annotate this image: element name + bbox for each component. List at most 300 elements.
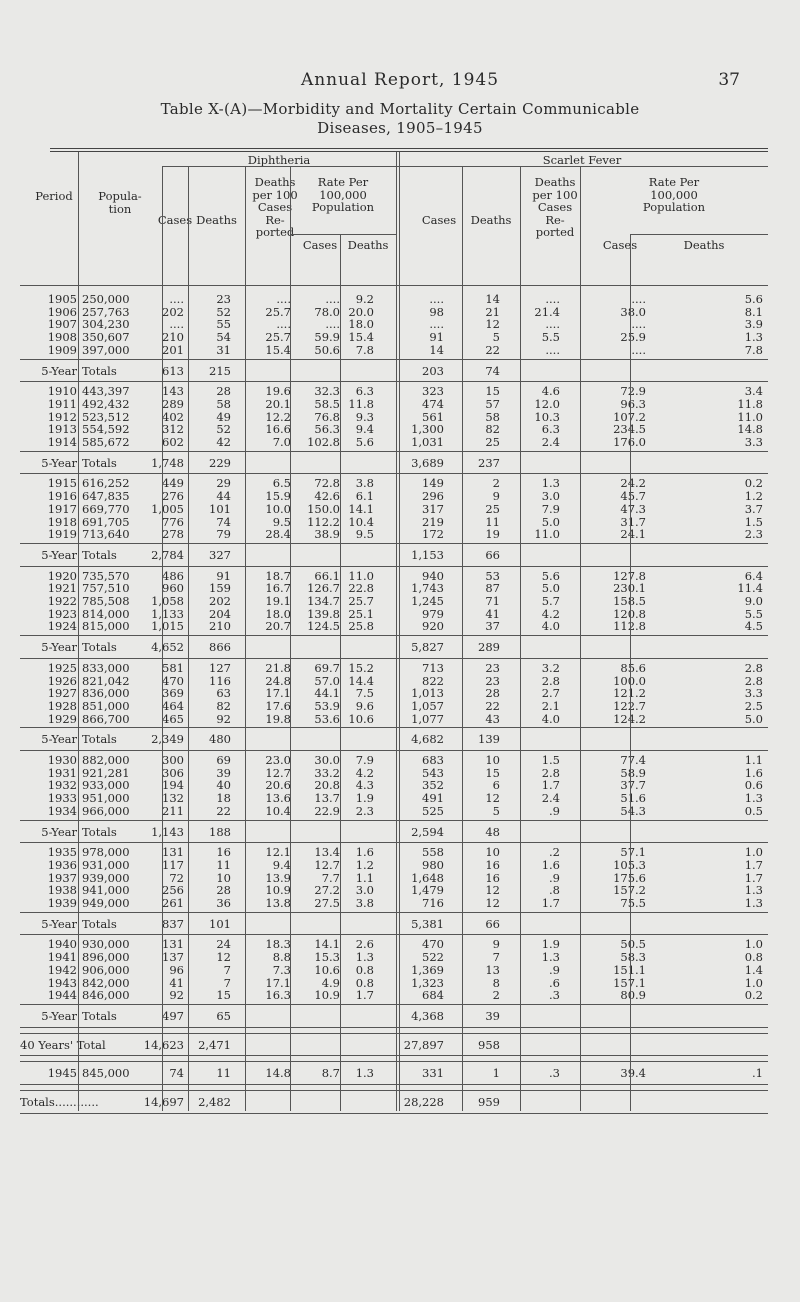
diph-deaths-per-100-cell: 12.2 bbox=[265, 409, 291, 424]
diph-rate-deaths-cell: 20.0 bbox=[348, 304, 374, 319]
diph-cases-cell: 194 bbox=[162, 778, 184, 793]
diph-cases-cell: 201 bbox=[162, 342, 184, 357]
diph-deaths-per-100-cell: 19.6 bbox=[265, 384, 291, 399]
scar-rate-deaths-cell: 1.3 bbox=[744, 883, 763, 898]
scar-rate-deaths-cell: 1.0 bbox=[744, 975, 763, 990]
header-scar-deaths-per-100: Deaths per 100 Cases Re- ported bbox=[532, 175, 578, 239]
diph-cases-cell: 137 bbox=[162, 950, 184, 965]
diph-deaths-cell: 12 bbox=[216, 950, 231, 965]
diph-cases-cell: 776 bbox=[162, 514, 184, 529]
diph-deaths-cell: 327 bbox=[209, 547, 231, 562]
scar-rate-cases-cell: 158.5 bbox=[613, 594, 646, 608]
scar-deaths-cell: 48 bbox=[485, 824, 500, 839]
period-cell: 5-Year bbox=[41, 363, 77, 378]
diph-cases-cell: 449 bbox=[162, 476, 184, 491]
population-cell: 906,000 bbox=[82, 962, 130, 977]
scar-rate-cases-cell: 50.5 bbox=[620, 937, 646, 952]
scar-rate-deaths-cell: 0.5 bbox=[744, 803, 763, 818]
diph-deaths-cell: 52 bbox=[216, 304, 231, 319]
header-scarlet-fever: Scarlet Fever bbox=[542, 153, 622, 167]
diph-deaths-cell: 7 bbox=[223, 962, 231, 977]
scar-cases-cell: 980 bbox=[422, 857, 444, 872]
period-cell: 5-Year bbox=[41, 824, 77, 839]
period-cell: 5-Year bbox=[41, 455, 77, 470]
diph-deaths-per-100-cell: 6.5 bbox=[272, 476, 291, 491]
diph-rate-deaths-cell: 25.8 bbox=[348, 619, 374, 634]
scar-deaths-cell: 2 bbox=[492, 988, 500, 1003]
diph-deaths-per-100-cell: 9.5 bbox=[272, 514, 291, 529]
diph-deaths-per-100-cell: 23.0 bbox=[265, 753, 291, 767]
diph-deaths-per-100-cell: 13.9 bbox=[265, 870, 291, 885]
scar-rate-cases-cell: 105.3 bbox=[613, 857, 646, 872]
scar-rate-cases-cell: 80.9 bbox=[620, 988, 646, 1003]
period-cell: 1945 bbox=[47, 1066, 77, 1081]
section-rule bbox=[20, 1061, 768, 1062]
diph-deaths-per-100-cell: 20.6 bbox=[265, 778, 291, 793]
diph-rate-deaths-cell: 1.9 bbox=[355, 791, 374, 806]
population-cell: 851,000 bbox=[82, 698, 130, 713]
diph-rate-deaths-cell: 18.0 bbox=[348, 317, 374, 332]
diph-deaths-cell: 18 bbox=[216, 791, 231, 806]
diph-deaths-per-100-cell: .... bbox=[276, 292, 291, 306]
diph-deaths-cell: 101 bbox=[209, 916, 231, 931]
section-rule bbox=[20, 1004, 768, 1005]
scar-rate-cases-cell: 234.5 bbox=[613, 422, 646, 437]
diph-rate-deaths-cell: 25.7 bbox=[348, 594, 374, 608]
diph-deaths-per-100-cell: 28.4 bbox=[265, 527, 291, 542]
scar-cases-cell: 5,381 bbox=[411, 916, 444, 931]
scar-cases-cell: 1,077 bbox=[411, 711, 444, 726]
population-cell: 350,607 bbox=[82, 330, 130, 345]
period-cell: 1934 bbox=[47, 803, 77, 818]
scar-rate-deaths-cell: 1.1 bbox=[744, 753, 763, 767]
diph-cases-cell: 2,349 bbox=[151, 732, 184, 747]
period-cell: 1922 bbox=[47, 594, 77, 608]
diph-rate-cases-cell: 10.9 bbox=[314, 988, 340, 1003]
diph-rate-cases-cell: 112.2 bbox=[307, 514, 340, 529]
diph-cases-cell: 300 bbox=[162, 753, 184, 767]
scar-deaths-per-100-cell: 4.0 bbox=[541, 619, 560, 634]
period-cell: 1928 bbox=[47, 698, 77, 713]
diph-rate-deaths-cell: 25.1 bbox=[348, 606, 374, 621]
diph-deaths-cell: 65 bbox=[216, 1008, 231, 1023]
diph-rate-cases-cell: 4.9 bbox=[321, 975, 340, 990]
column-rule bbox=[396, 152, 397, 1111]
diph-cases-cell: 306 bbox=[162, 765, 184, 780]
diph-cases-cell: 211 bbox=[162, 803, 184, 818]
diph-rate-deaths-cell: 9.5 bbox=[355, 527, 374, 542]
population-cell: 896,000 bbox=[82, 950, 130, 965]
diph-deaths-per-100-cell: 14.8 bbox=[265, 1066, 291, 1081]
population-cell: 492,432 bbox=[82, 396, 130, 411]
scar-deaths-per-100-cell: 2.8 bbox=[541, 673, 560, 688]
scar-deaths-cell: 28 bbox=[485, 686, 500, 701]
scar-rate-cases-cell: 37.7 bbox=[620, 778, 646, 793]
diph-deaths-per-100-cell: .... bbox=[276, 317, 291, 332]
scar-rate-deaths-cell: 5.0 bbox=[744, 711, 763, 726]
diph-deaths-cell: 49 bbox=[216, 409, 231, 424]
scar-cases-cell: 4,368 bbox=[411, 1008, 444, 1023]
scar-deaths-per-100-cell: 5.5 bbox=[541, 330, 560, 345]
scar-rate-cases-cell: 124.2 bbox=[613, 711, 646, 726]
total-row-label: Totals............ bbox=[20, 1095, 99, 1109]
diph-deaths-cell: 116 bbox=[209, 673, 231, 688]
scar-rate-cases-cell: 39.4 bbox=[620, 1066, 646, 1081]
section-rule bbox=[20, 1033, 768, 1034]
scar-deaths-cell: 39 bbox=[485, 1008, 500, 1023]
scar-rate-cases-cell: .... bbox=[631, 342, 646, 357]
period-cell: 1908 bbox=[47, 330, 77, 345]
scar-cases-cell: 14 bbox=[429, 342, 444, 357]
scar-deaths-per-100-cell: 3.0 bbox=[541, 489, 560, 504]
diph-rate-deaths-cell: 14.4 bbox=[348, 673, 374, 688]
scar-deaths-cell: 58 bbox=[485, 409, 500, 424]
period-cell: 1936 bbox=[47, 857, 77, 872]
diph-deaths-cell: 39 bbox=[216, 765, 231, 780]
diph-rate-deaths-cell: 2.3 bbox=[355, 803, 374, 818]
population-cell: 735,570 bbox=[82, 568, 130, 583]
scar-deaths-cell: 958 bbox=[478, 1037, 500, 1052]
header-scar-rate-deaths: Deaths bbox=[683, 238, 725, 252]
scar-cases-cell: 1,300 bbox=[411, 422, 444, 437]
scar-deaths-per-100-cell: 4.2 bbox=[541, 606, 560, 621]
scar-rate-deaths-cell: 0.2 bbox=[744, 476, 763, 491]
population-cell: 978,000 bbox=[82, 845, 130, 860]
scar-rate-deaths-cell: 7.8 bbox=[744, 342, 763, 357]
diph-deaths-per-100-cell: 15.9 bbox=[265, 489, 291, 504]
scar-rate-deaths-cell: 3.9 bbox=[744, 317, 763, 332]
diph-cases-cell: 261 bbox=[162, 896, 184, 910]
scar-cases-cell: 331 bbox=[422, 1066, 444, 1081]
diph-cases-cell: 312 bbox=[162, 422, 184, 437]
diph-cases-cell: 486 bbox=[162, 568, 184, 583]
scar-deaths-per-100-cell: 7.9 bbox=[541, 501, 560, 516]
diph-rate-cases-cell: 22.9 bbox=[314, 803, 340, 818]
diph-deaths-cell: 11 bbox=[216, 857, 231, 872]
section-rule bbox=[20, 566, 768, 567]
diph-cases-cell: 465 bbox=[162, 711, 184, 726]
header-diph-cases: Cases bbox=[157, 213, 193, 227]
scar-deaths-cell: 57 bbox=[485, 396, 500, 411]
diph-deaths-cell: 866 bbox=[209, 640, 231, 655]
scar-deaths-cell: 139 bbox=[478, 732, 500, 747]
diph-cases-cell: 289 bbox=[162, 396, 184, 411]
diph-rate-cases-cell: 33.2 bbox=[314, 765, 340, 780]
diph-cases-cell: 14,623 bbox=[143, 1037, 184, 1052]
scar-rate-deaths-cell: 1.6 bbox=[744, 765, 763, 780]
diph-deaths-cell: 31 bbox=[216, 342, 231, 357]
diph-cases-cell: 117 bbox=[162, 857, 184, 872]
scar-cases-cell: 352 bbox=[422, 778, 444, 793]
diph-deaths-cell: 28 bbox=[216, 883, 231, 898]
scar-deaths-cell: 23 bbox=[485, 660, 500, 675]
diph-deaths-cell: 28 bbox=[216, 384, 231, 399]
diph-deaths-per-100-cell: 13.6 bbox=[265, 791, 291, 806]
diph-deaths-cell: 24 bbox=[216, 937, 231, 952]
section-rule bbox=[20, 658, 768, 659]
diph-rate-cases-cell: 72.8 bbox=[314, 476, 340, 491]
diph-rate-cases-cell: 126.7 bbox=[307, 581, 340, 596]
diph-rate-cases-cell: 58.5 bbox=[314, 396, 340, 411]
scar-deaths-cell: 23 bbox=[485, 673, 500, 688]
period-cell: 5-Year bbox=[41, 1008, 77, 1023]
diph-rate-cases-cell: 76.8 bbox=[314, 409, 340, 424]
diph-deaths-per-100-cell: 19.8 bbox=[265, 711, 291, 726]
diph-deaths-per-100-cell: 16.6 bbox=[265, 422, 291, 437]
diph-rate-cases-cell: 38.9 bbox=[314, 527, 340, 542]
scar-deaths-per-100-cell: 11.0 bbox=[534, 527, 560, 542]
scar-rate-deaths-cell: .1 bbox=[752, 1066, 763, 1081]
period-cell: 1906 bbox=[47, 304, 77, 319]
diph-rate-deaths-cell: 1.3 bbox=[355, 950, 374, 965]
population-cell: 949,000 bbox=[82, 896, 130, 910]
section-rule bbox=[20, 727, 768, 728]
diph-deaths-per-100-cell: 12.1 bbox=[265, 845, 291, 860]
diph-deaths-cell: 10 bbox=[216, 870, 231, 885]
diph-cases-cell: 1,133 bbox=[151, 606, 184, 621]
scar-deaths-cell: 66 bbox=[485, 916, 500, 931]
section-rule bbox=[20, 381, 768, 382]
diph-rate-deaths-cell: 3.8 bbox=[355, 896, 374, 910]
scar-deaths-per-100-cell: .9 bbox=[549, 803, 560, 818]
column-rule bbox=[245, 166, 246, 1111]
diph-rate-cases-cell: 10.6 bbox=[314, 962, 340, 977]
scar-cases-cell: 470 bbox=[422, 937, 444, 952]
population-cell: 845,000 bbox=[82, 1066, 130, 1081]
scar-deaths-cell: 66 bbox=[485, 547, 500, 562]
scar-cases-cell: 3,689 bbox=[411, 455, 444, 470]
diph-deaths-cell: 54 bbox=[216, 330, 231, 345]
scar-cases-cell: 543 bbox=[422, 765, 444, 780]
period-cell: 5-Year bbox=[41, 916, 77, 931]
scar-cases-cell: 91 bbox=[429, 330, 444, 345]
diph-rate-cases-cell: 12.7 bbox=[314, 857, 340, 872]
table-caption bbox=[0, 100, 800, 138]
diph-rate-deaths-cell: 1.1 bbox=[355, 870, 374, 885]
diph-rate-cases-cell: 27.5 bbox=[314, 896, 340, 910]
diph-rate-cases-cell: 30.0 bbox=[314, 753, 340, 767]
population-cell: 931,000 bbox=[82, 857, 130, 872]
scar-deaths-cell: 87 bbox=[485, 581, 500, 596]
diph-deaths-per-100-cell: 18.0 bbox=[265, 606, 291, 621]
diph-deaths-cell: 188 bbox=[209, 824, 231, 839]
diph-deaths-per-100-cell: 13.8 bbox=[265, 896, 291, 910]
header-group-rule bbox=[162, 166, 396, 167]
scar-deaths-cell: 12 bbox=[485, 883, 500, 898]
scar-deaths-cell: 6 bbox=[492, 778, 500, 793]
period-cell: 1912 bbox=[47, 409, 77, 424]
diph-rate-deaths-cell: 1.3 bbox=[355, 1066, 374, 1081]
scar-deaths-cell: 13 bbox=[485, 962, 500, 977]
diph-cases-cell: 14,697 bbox=[143, 1095, 184, 1109]
scar-cases-cell: 713 bbox=[422, 660, 444, 675]
scar-cases-cell: 27,897 bbox=[403, 1037, 444, 1052]
scar-rate-deaths-cell: 2.8 bbox=[744, 660, 763, 675]
scar-cases-cell: 1,153 bbox=[411, 547, 444, 562]
column-rule bbox=[340, 234, 341, 1111]
diph-deaths-cell: 69 bbox=[216, 753, 231, 767]
diph-rate-cases-cell: 150.0 bbox=[307, 501, 340, 516]
period-cell: 1914 bbox=[47, 435, 77, 449]
diph-rate-deaths-cell: 9.3 bbox=[355, 409, 374, 424]
scar-rate-deaths-cell: 1.2 bbox=[744, 489, 763, 504]
header-subgroup-rule bbox=[630, 234, 768, 235]
diph-rate-cases-cell: .... bbox=[325, 317, 340, 332]
scar-deaths-per-100-cell: 1.3 bbox=[541, 950, 560, 965]
population-cell: 941,000 bbox=[82, 883, 130, 898]
scar-rate-cases-cell: 157.2 bbox=[613, 883, 646, 898]
period-cell: 1930 bbox=[47, 753, 77, 767]
scar-rate-cases-cell: 85.6 bbox=[620, 660, 646, 675]
diph-cases-cell: .... bbox=[169, 317, 184, 332]
scar-rate-cases-cell: 176.0 bbox=[613, 435, 646, 449]
scar-rate-deaths-cell: 3.4 bbox=[744, 384, 763, 399]
section-rule bbox=[20, 820, 768, 821]
scar-deaths-per-100-cell: .6 bbox=[549, 975, 560, 990]
caption-line-2: Diseases, 1905–1945 bbox=[317, 119, 483, 137]
scar-rate-deaths-cell: 9.0 bbox=[744, 594, 763, 608]
diph-rate-cases-cell: 78.0 bbox=[314, 304, 340, 319]
scar-cases-cell: 683 bbox=[422, 753, 444, 767]
scar-deaths-per-100-cell: 1.5 bbox=[541, 753, 560, 767]
scar-deaths-cell: 53 bbox=[485, 568, 500, 583]
diph-rate-cases-cell: 53.6 bbox=[314, 711, 340, 726]
diph-rate-cases-cell: 42.6 bbox=[314, 489, 340, 504]
scar-deaths-per-100-cell: 12.0 bbox=[534, 396, 560, 411]
period-cell: 1935 bbox=[47, 845, 77, 860]
diph-rate-cases-cell: 139.8 bbox=[307, 606, 340, 621]
population-cell: 691,705 bbox=[82, 514, 130, 529]
scar-deaths-per-100-cell: .8 bbox=[549, 883, 560, 898]
scar-cases-cell: 822 bbox=[422, 673, 444, 688]
diph-rate-cases-cell: 59.9 bbox=[314, 330, 340, 345]
diph-cases-cell: 464 bbox=[162, 698, 184, 713]
diph-rate-deaths-cell: 9.2 bbox=[355, 292, 374, 306]
population-cell: Totals bbox=[82, 732, 117, 747]
population-cell: 842,000 bbox=[82, 975, 130, 990]
scar-rate-deaths-cell: 1.7 bbox=[744, 870, 763, 885]
diph-cases-cell: 4,652 bbox=[151, 640, 184, 655]
diph-rate-deaths-cell: 14.1 bbox=[348, 501, 374, 516]
diph-deaths-cell: 480 bbox=[209, 732, 231, 747]
diph-deaths-per-100-cell: 7.3 bbox=[272, 962, 291, 977]
diph-rate-cases-cell: 8.7 bbox=[321, 1066, 340, 1081]
population-cell: 846,000 bbox=[82, 988, 130, 1003]
period-cell: 1944 bbox=[47, 988, 77, 1003]
scar-deaths-cell: 74 bbox=[485, 363, 500, 378]
population-cell: 397,000 bbox=[82, 342, 130, 357]
scar-rate-deaths-cell: 1.4 bbox=[744, 962, 763, 977]
diph-cases-cell: 2,784 bbox=[151, 547, 184, 562]
diph-cases-cell: 470 bbox=[162, 673, 184, 688]
diph-deaths-per-100-cell: 20.1 bbox=[265, 396, 291, 411]
period-cell: 1932 bbox=[47, 778, 77, 793]
scar-rate-deaths-cell: 1.3 bbox=[744, 791, 763, 806]
diph-rate-cases-cell: 124.5 bbox=[307, 619, 340, 634]
diph-cases-cell: 1,005 bbox=[151, 501, 184, 516]
section-rule bbox=[20, 1084, 768, 1085]
diph-deaths-cell: 42 bbox=[216, 435, 231, 449]
scar-deaths-per-100-cell: .... bbox=[545, 317, 560, 332]
column-rule bbox=[78, 152, 79, 1111]
period-cell: 1913 bbox=[47, 422, 77, 437]
scar-deaths-cell: 9 bbox=[492, 937, 500, 952]
scar-cases-cell: 219 bbox=[422, 514, 444, 529]
scar-deaths-cell: 959 bbox=[478, 1095, 500, 1109]
section-rule bbox=[20, 1090, 768, 1091]
scar-cases-cell: 5,827 bbox=[411, 640, 444, 655]
diph-rate-deaths-cell: 1.2 bbox=[355, 857, 374, 872]
diph-deaths-per-100-cell: 10.4 bbox=[265, 803, 291, 818]
scar-deaths-cell: 22 bbox=[485, 342, 500, 357]
period-cell: 1923 bbox=[47, 606, 77, 621]
population-cell: 257,763 bbox=[82, 304, 130, 319]
running-title: Annual Report, 1945 bbox=[300, 70, 500, 90]
scar-rate-cases-cell: 51.6 bbox=[620, 791, 646, 806]
period-cell: 1938 bbox=[47, 883, 77, 898]
diph-rate-cases-cell: 13.7 bbox=[314, 791, 340, 806]
scar-cases-cell: 1,479 bbox=[411, 883, 444, 898]
scar-cases-cell: 491 bbox=[422, 791, 444, 806]
scar-deaths-per-100-cell: 1.3 bbox=[541, 476, 560, 491]
diph-rate-deaths-cell: 10.4 bbox=[348, 514, 374, 529]
scar-deaths-per-100-cell: 4.0 bbox=[541, 711, 560, 726]
scar-rate-cases-cell: 100.0 bbox=[613, 673, 646, 688]
caption-line-1: Table X-(A)—Morbidity and Mortality Certain Communicable bbox=[160, 100, 640, 118]
population-cell: 933,000 bbox=[82, 778, 130, 793]
scar-rate-deaths-cell: 3.3 bbox=[744, 435, 763, 449]
header-diphtheria: Diphtheria bbox=[247, 153, 311, 167]
period-cell: 1927 bbox=[47, 686, 77, 701]
period-cell: 1926 bbox=[47, 673, 77, 688]
scar-rate-cases-cell: 72.9 bbox=[620, 384, 646, 399]
population-cell: 814,000 bbox=[82, 606, 130, 621]
diph-rate-deaths-cell: 15.2 bbox=[348, 660, 374, 675]
diph-cases-cell: .... bbox=[169, 292, 184, 306]
diph-deaths-cell: 52 bbox=[216, 422, 231, 437]
diph-rate-deaths-cell: 4.3 bbox=[355, 778, 374, 793]
scar-deaths-cell: 237 bbox=[478, 455, 500, 470]
diph-deaths-per-100-cell: 25.7 bbox=[265, 330, 291, 345]
diph-deaths-per-100-cell: 18.7 bbox=[265, 568, 291, 583]
diph-rate-deaths-cell: 7.5 bbox=[355, 686, 374, 701]
population-cell: 921,281 bbox=[82, 765, 130, 780]
diph-cases-cell: 278 bbox=[162, 527, 184, 542]
scar-cases-cell: 2,594 bbox=[411, 824, 444, 839]
diph-rate-deaths-cell: 11.8 bbox=[348, 396, 374, 411]
diph-deaths-per-100-cell: 16.3 bbox=[265, 988, 291, 1003]
scar-rate-deaths-cell: 1.0 bbox=[744, 845, 763, 860]
diph-rate-cases-cell: .... bbox=[325, 292, 340, 306]
diph-deaths-cell: 210 bbox=[209, 619, 231, 634]
diph-rate-deaths-cell: 1.6 bbox=[355, 845, 374, 860]
diph-deaths-cell: 40 bbox=[216, 778, 231, 793]
diph-cases-cell: 1,058 bbox=[151, 594, 184, 608]
diph-rate-cases-cell: 56.3 bbox=[314, 422, 340, 437]
diph-deaths-cell: 55 bbox=[216, 317, 231, 332]
diph-rate-deaths-cell: 9.4 bbox=[355, 422, 374, 437]
diph-deaths-per-100-cell: 9.4 bbox=[272, 857, 291, 872]
population-cell: 833,000 bbox=[82, 660, 130, 675]
scar-rate-cases-cell: 230.1 bbox=[613, 581, 646, 596]
diph-cases-cell: 96 bbox=[169, 962, 184, 977]
diph-deaths-cell: 58 bbox=[216, 396, 231, 411]
scar-rate-cases-cell: 24.1 bbox=[620, 527, 646, 542]
diph-deaths-cell: 2,471 bbox=[198, 1037, 231, 1052]
scar-rate-cases-cell: 47.3 bbox=[620, 501, 646, 516]
period-cell: 1909 bbox=[47, 342, 77, 357]
scar-cases-cell: 522 bbox=[422, 950, 444, 965]
